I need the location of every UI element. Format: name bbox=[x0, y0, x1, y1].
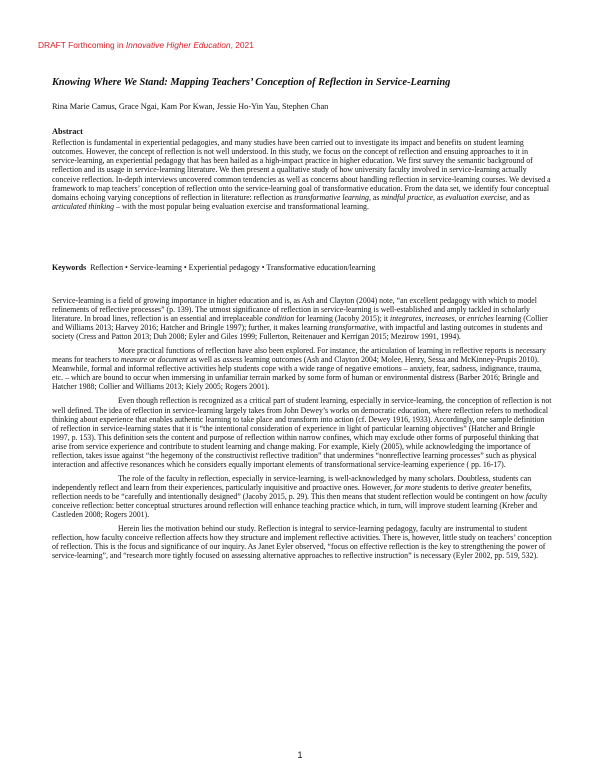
abstract-heading: Abstract bbox=[52, 127, 83, 136]
abstract-emphasis: evaluation exercise bbox=[445, 192, 506, 202]
journal-name: Innovative Higher Education bbox=[125, 40, 231, 50]
emphasis: faculty bbox=[525, 491, 548, 501]
text-run: conceive reflection: better conceptual structures around reflection will enhance teaching practice which, in turn, will improve student learning (Kreber and Castleden 2008; Rogers 2001). bbox=[52, 500, 538, 520]
abstract-part: , as bbox=[368, 192, 382, 202]
abstract-text bbox=[52, 138, 552, 211]
text-run: The role of the faculty in reflection, especially in service-learning, is well-acknowledged by many scholars. Doubtless, students can independently reflect and learn from their experiences, particularly inquisitive and proactive ones. However, bbox=[52, 473, 532, 492]
abstract-part: – with the most popular being evaluation exercise and transformational learning. bbox=[114, 202, 369, 212]
emphasis: transformative bbox=[329, 323, 376, 333]
keywords-label: Keywords bbox=[52, 263, 87, 272]
body-paragraph-2 bbox=[52, 346, 552, 391]
emphasis: for more bbox=[394, 482, 422, 492]
emphasis: greater bbox=[480, 482, 504, 492]
abstract-emphasis: mindful practice bbox=[381, 192, 433, 202]
paper-title: Knowing Where We Stand: Mapping Teachers’ Conception of Reflection in Service-Learning bbox=[52, 77, 451, 88]
text-run: as well as bbox=[188, 355, 223, 365]
emphasis: enriches bbox=[467, 314, 494, 324]
text-run: More practical functions of reflection have also been explored. For instance, the articulation of learning in reflective reports is necessary means for teachers to bbox=[52, 346, 546, 365]
text-run: , with impactful and lasting outcomes in students and society (Cress and Patton 2013; Duh 2008; Eyler and Giles 1999; Fullerton, Reitenauer and Kerrigan 2015; Mezirow 1991, 1994). bbox=[52, 323, 543, 342]
draft-prefix: DRAFT Forthcoming in bbox=[38, 40, 126, 50]
body-paragraph-5: Herein lies the motivation behind our study. Reflection is integral to service-learning pedagogy, faculty are instrumental to student reflection, how faculty conceive reflection affects how they structure and implement reflective activities. There is, however, little study on teachers’ conception of reflection. This is the focus and significance of our inquiry. As Janet Eyler observed, “focus on effective reflection is the key to strengthening the power of service-learning”, and “research more tightly focused on assessing alternative approaches to reflective instruction” is necessary (Eyler 2002, pp. 519, 532). bbox=[52, 524, 552, 561]
text-run: students to derive bbox=[421, 482, 481, 492]
abstract-emphasis: articulated thinking bbox=[52, 202, 115, 212]
emphasis: assess bbox=[222, 355, 243, 365]
keywords-text: Reflection • Service-learning • Experiential pedagogy • Transformative education/learning bbox=[90, 263, 376, 272]
text-run: Service-learning is a field of growing importance in higher education and is, as Ash and Clayton (2004) note, “an excellent pedagogy with which to model refinements of reflective processes” (p. 139). The utmost significance of reflection in service-learning is well-established and amply tackled in scholarly literature. In broad lines, reflection is an essential and irreplaceable bbox=[52, 296, 537, 324]
emphasis: integrates, increases bbox=[390, 314, 455, 324]
draft-year: , 2021 bbox=[230, 40, 254, 50]
page-number: 1 bbox=[297, 750, 303, 760]
author-list: Rina Marie Camus, Grace Ngai, Kam Por Kwan, Jessie Ho-Yin Yau, Stephen Chan bbox=[52, 102, 329, 111]
body-paragraph-1 bbox=[52, 296, 552, 341]
text-run: learning outcomes (Ash and Clayton 2004; Molee, Henry, Sessa and McKinney-Prupis 2010). Meanwhile, formal and informal reflective activities help students cope with a wide range of negative emotions – anxiety, fear, sadness, indignance, trauma, etc. – which are bound to occur when immersing in unfamiliar terrain marked by some form of human or environmental distress (Barber 2016; Bringle and Hatcher 1988; Collier and Williams 2013; Kiely 2005; Rogers 2001). bbox=[52, 355, 542, 392]
body-paragraph-3: Even though reflection is recognized as a critical part of student learning, especially in service-learning, the conception of reflection is not well defined. The idea of reflection in service-learning largely takes from John Dewey’s works on democratic education, where reflection refers to methodical thinking about experience that enables authentic learning to take place and transform into action (cf. Dewey 1916, 1933). Accordingly, one sample definition of reflection in service-learning states that it is “the intentional consideration of experience in light of particular learning objectives” (Hatcher and Bringle 1997, p. 153). This definition sets the content and purpose of reflection within narrow confines, which may exclude other forms of purposeful thinking that arise from service experience and contribute to student learning and change making. For example, Kiely (2005), while acknowledging the importance of reflection, takes issue against “the hegemony of the constructivist reflective tradition” that undermines “nonreflective learning processes” such as physical interaction and affective resonances which he considers equally important elements of transformational service-learning experience ( pp. 16-17). bbox=[52, 396, 552, 469]
abstract-part: , as bbox=[433, 192, 446, 202]
emphasis: document bbox=[157, 355, 189, 365]
text-run: for learning (Jacoby 2015); it bbox=[294, 314, 391, 324]
text-run: benefits, reflection needs to be “carefully and intentionally designed” (Jacoby 2015, p. 29). This then means that student reflection would be contingent on how bbox=[52, 482, 532, 501]
text-run: learning (Collier and Williams 2013; Harvey 2016; Hatcher and Bringle 1997); further, it makes learning bbox=[52, 314, 548, 333]
body-paragraph-4 bbox=[52, 474, 552, 519]
abstract-emphasis: transformative learning bbox=[294, 192, 369, 202]
emphasis: measure bbox=[120, 355, 148, 365]
text-run: or bbox=[147, 355, 158, 365]
text-run: , or bbox=[454, 314, 468, 324]
abstract-part: , and as bbox=[505, 192, 530, 202]
draft-notice bbox=[38, 40, 254, 50]
keywords-line bbox=[52, 263, 375, 272]
emphasis: condition bbox=[264, 314, 295, 324]
body-text bbox=[52, 296, 552, 565]
abstract-part: Reflection is fundamental in experiential pedagogies, and many studies have been carried out to investigate its impact and benefits on student learning outcomes. However, the concept of reflection is not well understood. In this study, we focus on the concept of reflection and ensuing approaches to it in service-learning, an experiential pedagogy that has been hailed as a high-impact practice in higher education. We first survey the semantic background of reflection and its usage in service-learning literature. We then present a qualitative study of how university faculty involved in service-learning actually conceive reflection. In-depth interviews uncovered common tendencies as well as concerns about handling reflection in service-learning courses. We devised a framework to map teachers’ conception of reflection onto the service-learning goal of transformative education. From the data set, we identify four conceptual domains echoing varying conceptions of reflection in literature: reflection as bbox=[52, 138, 551, 202]
